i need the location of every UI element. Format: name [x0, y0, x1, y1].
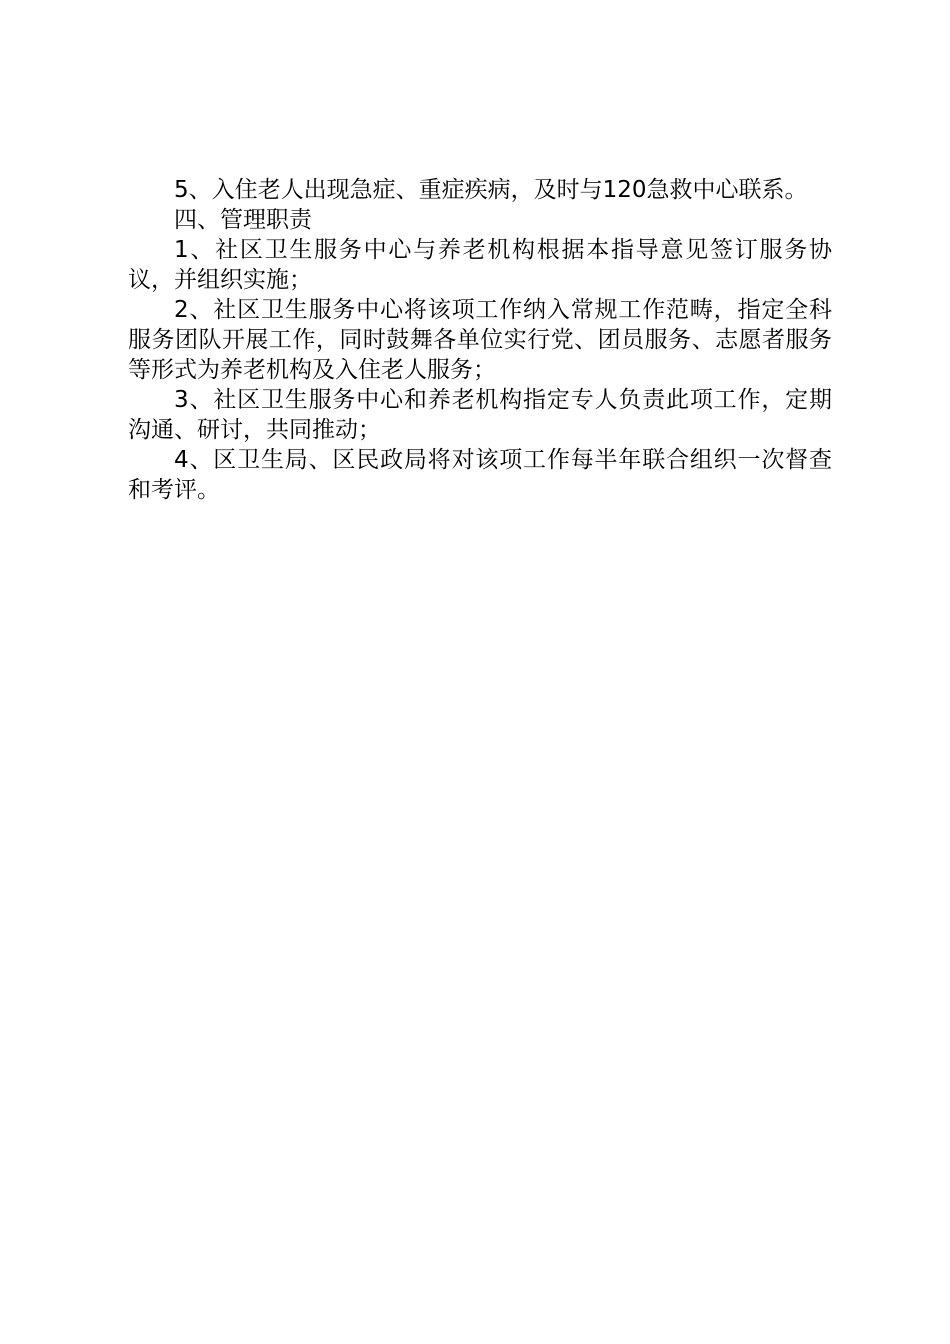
paragraph-emergency-contact: 5、入住老人出现急症、重症疾病，及时与120急救中心联系。 — [174, 177, 808, 203]
section-heading-management-duties: 四、管理职责 — [174, 207, 312, 233]
paragraph-designated-staff: 3、社区卫生服务中心和养老机构指定专人负责此项工作，定期沟通、研讨，共同推动； — [128, 387, 832, 443]
paragraph-supervision: 4、区卫生局、区民政局将对该项工作每半年联合组织一次督查和考评。 — [128, 447, 832, 503]
paragraph-routine-work: 2、社区卫生服务中心将该项工作纳入常规工作范畴，指定全科服务团队开展工作，同时鼓舞各单位实行党、团员服务、志愿者服务等形式为养老机构及入住老人服务； — [128, 297, 832, 383]
document-body — [128, 175, 832, 505]
paragraph-service-agreement: 1、社区卫生服务中心与养老机构根据本指导意见签订服务协议，并组织实施； — [128, 237, 832, 293]
